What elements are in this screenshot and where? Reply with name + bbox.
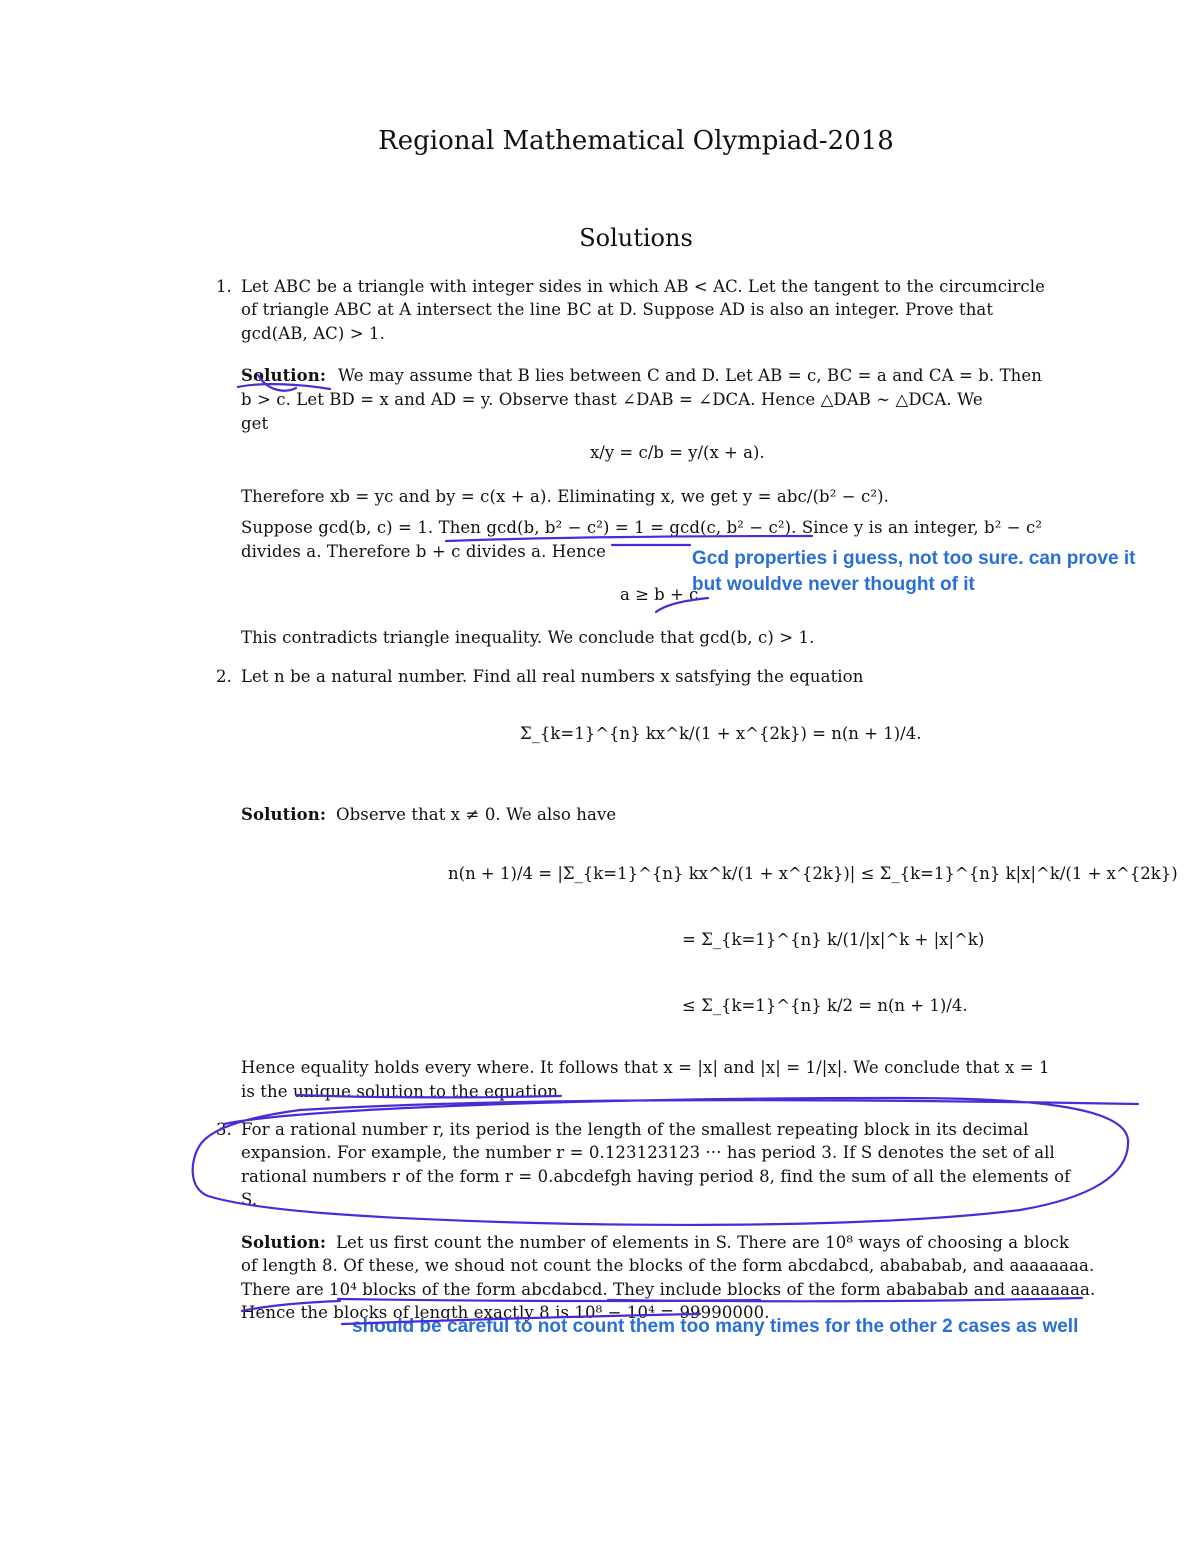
solution-text: Observe that x ≠ 0. We also have: [336, 805, 617, 824]
handwritten-note: should be careful to not count them too many times for the other 2 cases as well: [352, 1316, 1079, 1337]
problem-text: of triangle ABC at A intersect the line BC at D. Suppose AD is also an integer. Prove that: [241, 300, 994, 319]
equation: Σ_{k=1}^{n} kx^k/(1 + x^{2k}) = n(n + 1)/4.: [520, 724, 922, 743]
problem-text: rational numbers r of the form r = 0.abcdefgh having period 8, find the sum of all the elements of: [241, 1167, 1071, 1186]
problem-number: 1.: [216, 277, 232, 296]
solution-text: Let us first count the number of elements in S. There are 10⁸ ways of choosing a block: [336, 1233, 1070, 1252]
solution-label: Solution:: [241, 366, 327, 385]
problem-text: expansion. For example, the number r = 0.123123123 ··· has period 3. If S denotes the set of all: [241, 1143, 1055, 1162]
solution-label: Solution:: [241, 1233, 327, 1252]
problem-number: 3.: [216, 1120, 232, 1139]
solution-text: is the unique solution to the equation.: [241, 1082, 564, 1101]
problem-text: S.: [241, 1190, 258, 1209]
equation: ≤ Σ_{k=1}^{n} k/2 = n(n + 1)/4.: [682, 996, 968, 1015]
equation: n(n + 1)/4 = |Σ_{k=1}^{n} kx^k/(1 + x^{2k})| ≤ Σ_{k=1}^{n} k|x|^k/(1 + x^{2k}): [448, 864, 1178, 883]
problem-text: Let n be a natural number. Find all real numbers x satsfying the equation: [241, 667, 864, 686]
solution-text: We may assume that B lies between C and D. Let AB = c, BC = a and CA = b. Then: [338, 366, 1042, 385]
solution-text: Suppose gcd(b, c) = 1. Then gcd(b, b² − c²) = 1 = gcd(c, b² − c²). Since y is an integer, b² − c²: [241, 518, 1043, 537]
equation: x/y = c/b = y/(x + a).: [590, 443, 765, 462]
page-title: Regional Mathematical Olympiad-2018: [378, 126, 894, 156]
equation: a ≥ b + c.: [620, 585, 704, 604]
problem-text: Let ABC be a triangle with integer sides in which AB < AC. Let the tangent to the circumcircle: [241, 277, 1045, 296]
solution-text: There are 10⁴ blocks of the form abcdabcd. They include blocks of the form abababab and aaaaaaaa.: [241, 1280, 1096, 1299]
solution-text: Hence equality holds every where. It follows that x = |x| and |x| = 1/|x|. We conclude that x = 1: [241, 1058, 1050, 1077]
solution-text: b > c. Let BD = x and AD = y. Observe thast ∠DAB = ∠DCA. Hence △DAB ∼ △DCA. We: [241, 390, 983, 409]
solution-text: get: [241, 414, 269, 433]
solution-text: divides a. Therefore b + c divides a. Hence: [241, 542, 607, 561]
problem-text: For a rational number r, its period is the length of the smallest repeating block in its decimal: [241, 1120, 1029, 1139]
solution-text: Therefore xb = yc and by = c(x + a). Eliminating x, we get y = abc/(b² − c²).: [241, 487, 889, 506]
problem-number: 2.: [216, 667, 232, 686]
solution-text: of length 8. Of these, we shoud not count the blocks of the form abcdabcd, abababab, and aaaaaaaa.: [241, 1256, 1095, 1275]
problem-text: gcd(AB, AC) > 1.: [241, 324, 385, 343]
underline-blocks: [338, 1299, 760, 1301]
equation: = Σ_{k=1}^{n} k/(1/|x|^k + |x|^k): [682, 930, 985, 949]
solution-label: Solution:: [241, 805, 327, 824]
solution-text: Hence the blocks of length exactly 8 is 10⁸ − 10⁴ = 99990000.: [241, 1303, 770, 1322]
handwritten-note: Gcd properties i guess, not too sure. can prove it: [692, 548, 1136, 569]
page-subtitle: Solutions: [579, 224, 693, 252]
solution-text: This contradicts triangle inequality. We conclude that gcd(b, c) > 1.: [241, 628, 815, 647]
handwritten-note: but wouldve never thought of it: [692, 574, 975, 595]
